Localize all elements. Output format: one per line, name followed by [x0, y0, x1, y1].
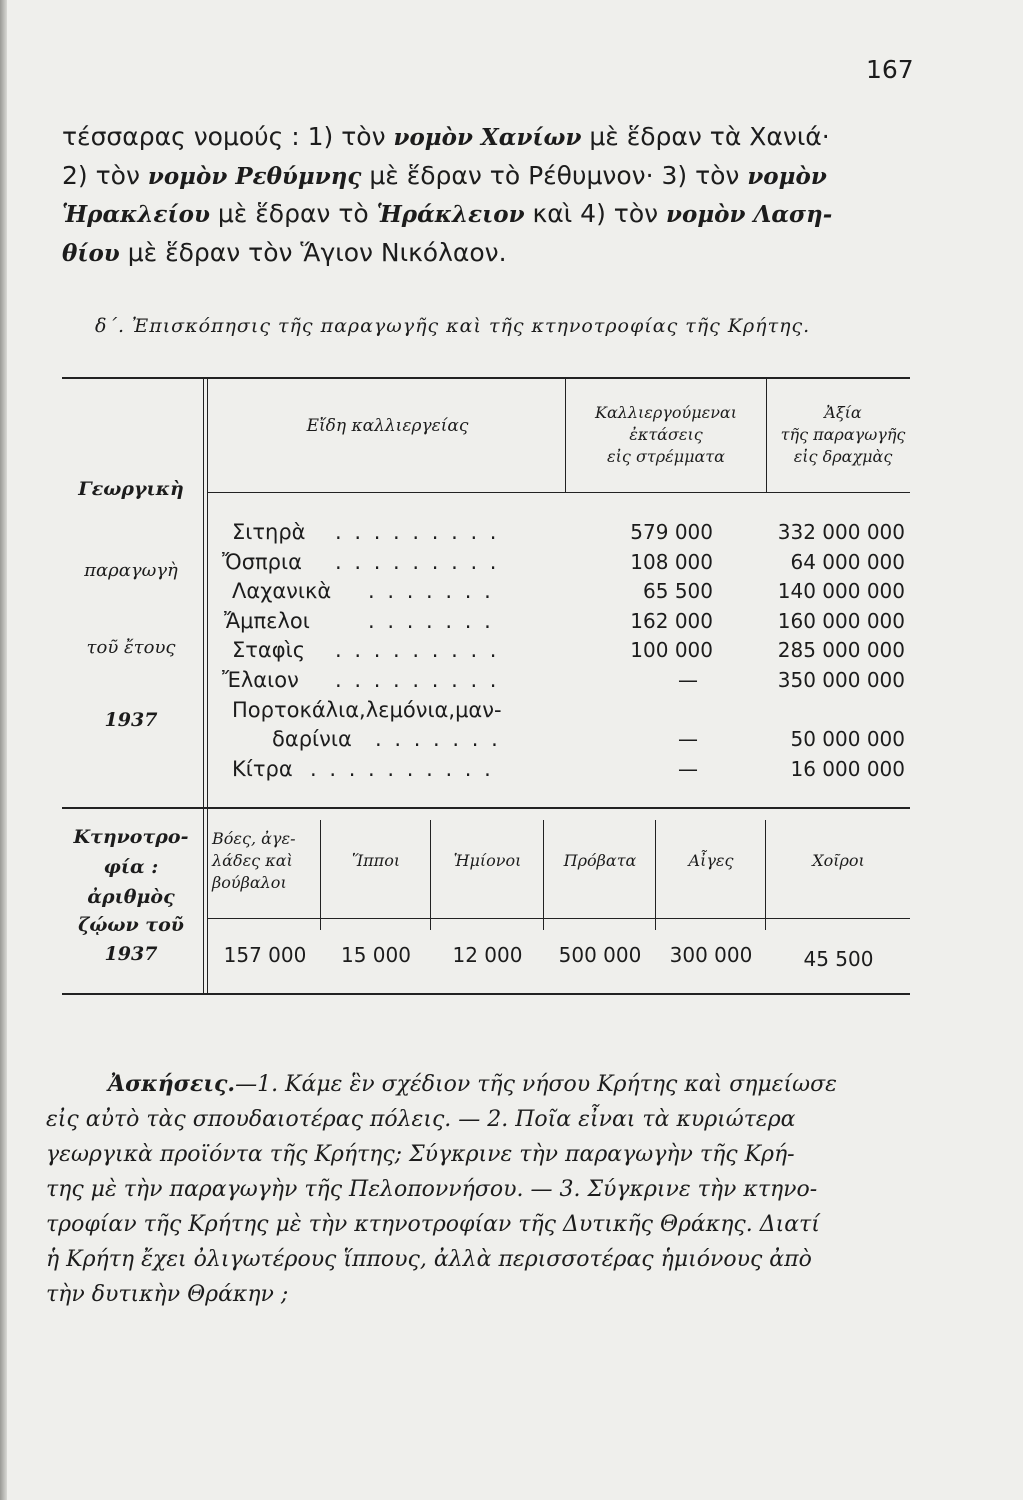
livestock-divider: [543, 820, 544, 930]
livestock-divider-side-double: [207, 809, 208, 993]
intro-text: μὲ ἕδραν τὰ Χανιά·: [581, 122, 830, 151]
header-value-line: τῆς παραγωγῆς: [780, 425, 906, 444]
intro-text: 2) τὸν: [62, 160, 148, 190]
header-cattle-line: Βόες, ἀγε-: [212, 829, 296, 848]
exercises-text: τροφίαν τῆς Κρήτης μὲ τὴν κτηνοτροφίαν τῆς Δυτικῆς Θράκης. Διατί: [46, 1212, 820, 1237]
livestock-side-label: ζῴων τοῦ: [78, 914, 184, 936]
intro-text: τέσσαρας νομούς : 1) τὸν: [62, 122, 394, 151]
livestock-divider: [655, 820, 656, 930]
header-pigs: Χοῖροι: [812, 851, 865, 870]
table-row: [0, 520, 1023, 550]
intro-text: μὲ ἕδραν τὸ: [209, 199, 377, 228]
table-row: [0, 757, 1023, 787]
header-cattle-line: λάδες καὶ: [212, 851, 293, 870]
table-row: [0, 609, 1023, 639]
crop-area: —: [678, 756, 698, 781]
leader-dots: . . . . . . . . .: [335, 638, 500, 663]
crop-area: 579 000: [630, 520, 713, 544]
livestock-header-rule: [208, 918, 910, 919]
exercises-text: εἰς αὐτὸ τὰς σπουδαιοτέρας πόλεις. — 2. Ποῖα εἶναι τὰ κυριώτερα: [46, 1107, 796, 1132]
table-divider-value: [766, 379, 767, 492]
exercises-text: τὴν δυτικὴν Θράκην ;: [46, 1282, 289, 1307]
livestock-side-label: φία :: [103, 856, 159, 878]
intro-emphasis: νομὸν Λαση-: [666, 201, 833, 228]
table-divider-area: [565, 379, 566, 492]
side-label-agricultural: Γεωργικὴ: [78, 478, 184, 500]
table-row: [0, 727, 1023, 757]
crop-name: δαρίνια: [272, 727, 352, 752]
intro-emphasis: νομὸν Χανίων: [393, 124, 582, 151]
livestock-divider: [765, 820, 766, 930]
exercises-paragraph: [46, 1067, 928, 1312]
intro-emphasis: νομὸν Ρεθύμνης: [147, 162, 362, 190]
table-row: [0, 668, 1023, 698]
header-cattle: [212, 828, 322, 894]
crop-value: 64 000 000: [790, 549, 905, 574]
crop-area: 108 000: [630, 549, 713, 574]
header-crop-type: Εἴδη καλλιεργείας: [306, 416, 469, 436]
intro-line-3: [62, 195, 922, 234]
crop-name: Ὄσπρια: [222, 549, 302, 574]
crop-name: Σταφὶς: [232, 638, 306, 663]
exercises-line-7: [46, 1277, 928, 1312]
crop-name: Κίτρα: [232, 756, 293, 781]
exercises-text: γεωργικὰ προϊόντα τῆς Κρήτης; Σύγκρινε τὴν παραγωγὴν τῆς Κρή-: [46, 1142, 795, 1167]
value-horses: 15 000: [341, 943, 411, 967]
intro-emphasis: Ἡράκλειον: [376, 201, 525, 228]
intro-emphasis: νομὸν: [747, 162, 827, 190]
header-area-line: Καλλιεργούμεναι: [594, 403, 737, 422]
crop-area: —: [678, 668, 698, 692]
intro-text: μὲ ἕδραν τὸ Ρέθυμνον· 3) τὸν: [361, 160, 748, 190]
intro-emphasis: θίου: [62, 239, 120, 267]
leader-dots: . . . . . . . . .: [335, 549, 500, 574]
intro-line-1: [62, 118, 922, 157]
page-number: 167: [866, 55, 914, 84]
livestock-top-rule: [62, 807, 910, 809]
table-row: [0, 638, 1023, 668]
livestock-bottom-rule: [62, 993, 910, 995]
exercises-line-6: [46, 1242, 928, 1277]
crop-area: 65 500: [643, 579, 713, 604]
exercises-line-4: [46, 1172, 928, 1207]
value-mules: 12 000: [452, 943, 523, 967]
header-goats: Αἶγες: [688, 851, 734, 870]
crop-value: 285 000 000: [777, 638, 905, 663]
side-label-year: 1937: [104, 709, 158, 731]
exercises-line-1: [108, 1067, 928, 1102]
exercises-line-2: [46, 1102, 928, 1137]
crop-value: 332 000 000: [777, 520, 905, 544]
table-row: [0, 579, 1023, 609]
exercises-label: Ἀσκήσεις.: [108, 1071, 236, 1097]
crop-name: Πορτοκάλια,λεμόνια,μαν-: [232, 697, 502, 722]
livestock-side-label-year: 1937: [104, 943, 158, 965]
intro-line-2: [62, 157, 922, 196]
intro-line-4: [62, 234, 922, 273]
exercises-line-3: [46, 1137, 928, 1172]
livestock-divider: [430, 820, 431, 930]
crop-name: Λαχανικὰ: [232, 579, 332, 604]
table-row: [0, 550, 1023, 580]
crop-area: 100 000: [630, 638, 713, 663]
header-area: [568, 402, 764, 468]
intro-paragraph: [62, 118, 922, 272]
table-top-rule: [62, 377, 910, 379]
header-mules: Ἡμίονοι: [453, 851, 522, 870]
intro-emphasis: Ἡρακλείου: [62, 201, 210, 228]
crop-value: 160 000 000: [777, 608, 905, 633]
livestock-divider-side: [203, 809, 204, 993]
crop-area: —: [678, 727, 698, 752]
exercises-text: ἡ Κρήτη ἔχει ὀλιγωτέρους ἵππους, ἀλλὰ περισσοτέρας ἡμιόνους ἀπὸ: [46, 1247, 812, 1272]
leader-dots: . . . . . . . . . .: [310, 756, 494, 781]
leader-dots: . . . . . . . . .: [335, 520, 500, 544]
livestock-side-label: ἀριθμὸς: [87, 886, 175, 908]
crop-value: 50 000 000: [790, 727, 905, 752]
side-label-production: παραγωγὴ: [84, 560, 178, 581]
exercises-line-5: [46, 1207, 928, 1242]
value-cattle: 157 000: [223, 943, 307, 967]
table-row: [0, 698, 1023, 728]
crop-area: 162 000: [630, 608, 713, 633]
header-horses: Ἵπποι: [351, 851, 401, 870]
intro-text: μὲ ἕδραν τὸν Ἅγιον Νικόλαον.: [119, 237, 507, 267]
section-heading: δ΄. Ἐπισκόπησις τῆς παραγωγῆς καὶ τῆς κτηνοτροφίας τῆς Κρήτης.: [95, 315, 811, 337]
exercises-text: —1. Κάμε ἓν σχέδιον τῆς νήσου Κρήτης καὶ σημείωσε: [235, 1072, 837, 1097]
livestock-side-label: Κτηνοτρο-: [73, 826, 189, 848]
leader-dots: . . . . . . .: [375, 727, 501, 752]
value-goats: 300 000: [669, 943, 753, 967]
value-sheep: 500 000: [558, 943, 642, 967]
crop-value: 16 000 000: [790, 756, 905, 781]
header-value-line: Ἀξία: [824, 403, 862, 422]
leader-dots: . . . . . . .: [368, 579, 494, 604]
header-area-line: ἐκτάσεις: [629, 425, 703, 444]
header-value: [768, 402, 918, 468]
header-area-line: εἰς στρέμματα: [607, 447, 725, 466]
leader-dots: . . . . . . . . .: [335, 668, 500, 692]
intro-text: καὶ 4) τὸν: [524, 199, 667, 228]
exercises-text: της μὲ τὴν παραγωγὴν τῆς Πελοποννήσου. — 3. Σύγκρινε τὴν κτηνο-: [46, 1177, 818, 1202]
crop-name: Ἄμπελοι: [224, 608, 310, 633]
crop-value: 350 000 000: [777, 668, 905, 692]
crop-value: 140 000 000: [777, 579, 905, 604]
leader-dots: . . . . . . .: [368, 608, 494, 633]
table-header-rule: [208, 492, 910, 493]
value-pigs: 45 500: [803, 947, 874, 971]
header-value-line: εἰς δραχμὰς: [793, 447, 893, 466]
header-sheep: Πρόβατα: [563, 851, 637, 870]
crop-name: Σιτηρὰ: [232, 520, 306, 544]
header-cattle-line: βούβαλοι: [212, 873, 287, 892]
crop-name: Ἔλαιον: [222, 668, 299, 692]
side-label-of-year: τοῦ ἔτους: [86, 637, 176, 658]
